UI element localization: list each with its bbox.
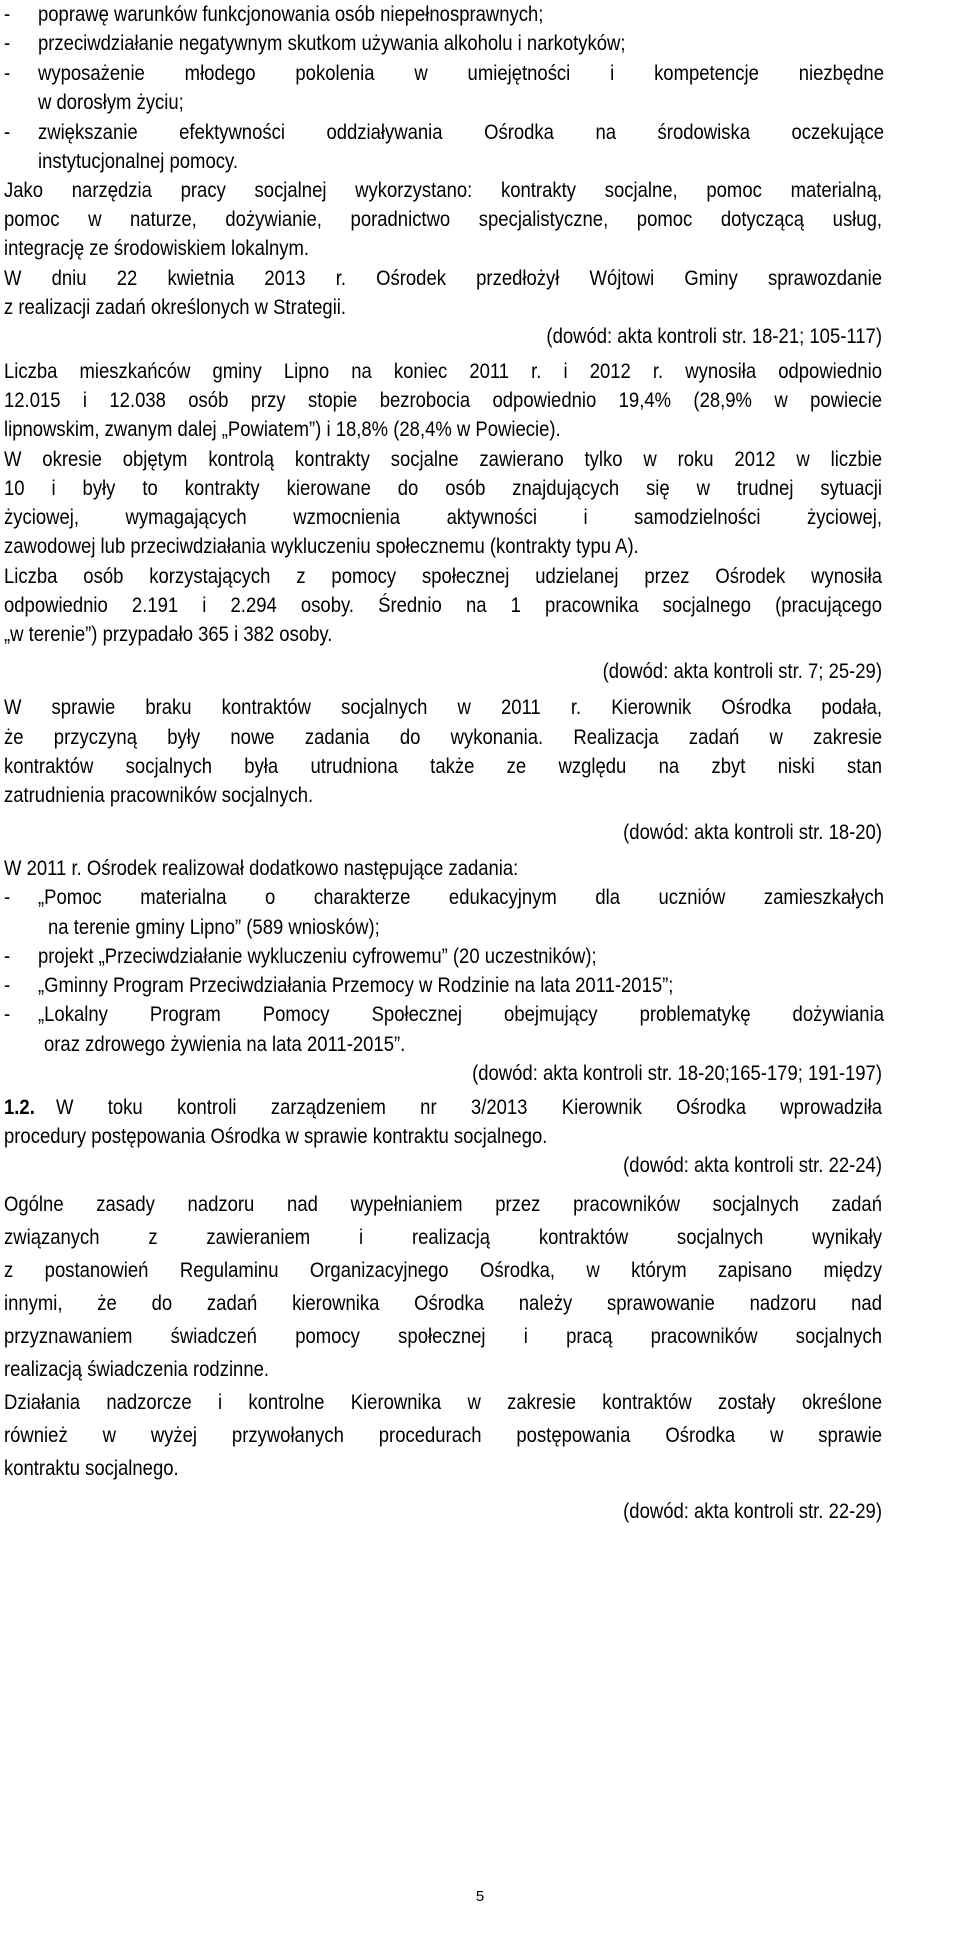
- evidence-reference: (dowód: akta kontroli str. 7; 25-29): [602, 660, 882, 683]
- evidence-reference: (dowód: akta kontroli str. 18-20): [623, 821, 882, 844]
- paragraph-line: zawodowej lub przeciwdziałania wykluczeniu społecznemu (kontrakty typu A).: [4, 535, 639, 558]
- section-number: 1.2.: [4, 1096, 35, 1119]
- paragraph-line: „w terenie”) przypadało 365 i 382 osoby.: [4, 623, 333, 646]
- paragraph-line: procedury postępowania Ośrodka w sprawie kontraktu socjalnego.: [4, 1125, 548, 1148]
- evidence-reference: (dowód: akta kontroli str. 18-21; 105-117): [546, 325, 882, 348]
- paragraph-line: Liczba osób korzystających z pomocy społecznej udzielanej przez Ośrodek wynosiła: [4, 565, 882, 588]
- section-paragraph-first-line: 1.2. W toku kontroli zarządzeniem nr 3/2013 Kierownik Ośrodka wprowadziła: [4, 1093, 884, 1123]
- paragraph-line: W okresie objętym kontrolą kontrakty socjalne zawierano tylko w roku 2012 w liczbie: [4, 448, 882, 471]
- list-item: - poprawę warunków funkcjonowania osób niepełnosprawnych;: [4, 3, 544, 26]
- paragraph-line: W sprawie braku kontraktów socjalnych w 2011 r. Kierownik Ośrodka podała,: [4, 696, 882, 719]
- evidence-reference: (dowód: akta kontroli str. 18-20;165-179; 191-197): [472, 1062, 882, 1085]
- paragraph-line: życiowej, wymagających wzmocnienia aktywności i samodzielności życiowej,: [4, 506, 882, 529]
- list-item: - „Pomoc materialna o charakterze edukacyjnym dla uczniów zamieszkałych: [4, 886, 884, 909]
- paragraph-line: innymi, że do zadań kierownika Ośrodka należy sprawowanie nadzoru nad: [4, 1292, 882, 1315]
- paragraph-line: kontraktu socjalnego.: [4, 1457, 179, 1480]
- list-item-continuation: instytucjonalnej pomocy.: [38, 150, 238, 173]
- list-item-continuation: na terenie gminy Lipno” (589 wniosków);: [48, 916, 380, 939]
- list-item: - projekt „Przeciwdziałanie wykluczeniu cyfrowemu” (20 uczestników);: [4, 945, 597, 968]
- evidence-reference: (dowód: akta kontroli str. 22-24): [623, 1154, 882, 1177]
- paragraph-line: związanych z zawieraniem i realizacją kontraktów socjalnych wynikały: [4, 1226, 882, 1249]
- paragraph-line: kontraktów socjalnych była utrudniona także ze względu na zbyt niski stan: [4, 755, 882, 778]
- paragraph-line: przyznawaniem świadczeń pomocy społecznej i pracą pracowników socjalnych: [4, 1325, 882, 1348]
- list-item: - przeciwdziałanie negatywnym skutkom używania alkoholu i narkotyków;: [4, 32, 626, 55]
- list-item: - zwiększanie efektywności oddziaływania Ośrodka na środowiska oczekujące: [4, 121, 884, 144]
- list-item: - „Lokalny Program Pomocy Społecznej obejmujący problematykę dożywiania: [4, 1003, 884, 1026]
- list-item-continuation: oraz zdrowego żywienia na lata 2011-2015”.: [44, 1033, 406, 1056]
- page-number: 5: [475, 1888, 485, 1905]
- paragraph-line: integrację ze środowiskiem lokalnym.: [4, 237, 310, 260]
- paragraph-line: z postanowień Regulaminu Organizacyjnego Ośrodka, w którym zapisano między: [4, 1259, 882, 1282]
- list-item-continuation: w dorosłym życiu;: [38, 91, 184, 114]
- paragraph-line: Ogólne zasady nadzoru nad wypełnianiem przez pracowników socjalnych zadań: [4, 1193, 882, 1216]
- paragraph-line: zatrudnienia pracowników socjalnych.: [4, 784, 314, 807]
- paragraph-line: z realizacji zadań określonych w Strategii.: [4, 296, 347, 319]
- list-item: - wyposażenie młodego pokolenia w umiejętności i kompetencje niezbędne: [4, 62, 884, 85]
- paragraph-line: lipnowskim, zwanym dalej „Powiatem”) i 18,8% (28,4% w Powiecie).: [4, 418, 561, 441]
- paragraph-line: 10 i były to kontrakty kierowane do osób znajdujących się w trudnej sytuacji: [4, 477, 882, 500]
- paragraph-line: W dniu 22 kwietnia 2013 r. Ośrodek przedłożył Wójtowi Gminy sprawozdanie: [4, 267, 882, 290]
- paragraph-line: Jako narzędzia pracy socjalnej wykorzystano: kontrakty socjalne, pomoc materialną,: [4, 179, 882, 202]
- paragraph-line: 12.015 i 12.038 osób przy stopie bezrobocia odpowiednio 19,4% (28,9% w powiecie: [4, 389, 882, 412]
- paragraph-line: W 2011 r. Ośrodek realizował dodatkowo następujące zadania:: [4, 857, 519, 880]
- evidence-reference: (dowód: akta kontroli str. 22-29): [623, 1500, 882, 1523]
- paragraph-line: Liczba mieszkańców gminy Lipno na koniec 2011 r. i 2012 r. wynosiła odpowiednio: [4, 360, 882, 383]
- paragraph-line: że przyczyną były nowe zadania do wykonania. Realizacja zadań w zakresie: [4, 726, 882, 749]
- list-item: - „Gminny Program Przeciwdziałania Przemocy w Rodzinie na lata 2011-2015”;: [4, 974, 674, 997]
- paragraph-line: Działania nadzorcze i kontrolne Kierownika w zakresie kontraktów zostały określone: [4, 1391, 882, 1414]
- paragraph-line: również w wyżej przywołanych procedurach postępowania Ośrodka w sprawie: [4, 1424, 882, 1447]
- paragraph-line: pomoc w naturze, dożywianie, poradnictwo specjalistyczne, pomoc dotyczącą usług,: [4, 208, 882, 231]
- paragraph-line: realizacją świadczenia rodzinne.: [4, 1358, 270, 1381]
- paragraph-line: odpowiednio 2.191 i 2.294 osoby. Średnio na 1 pracownika socjalnego (pracującego: [4, 594, 882, 617]
